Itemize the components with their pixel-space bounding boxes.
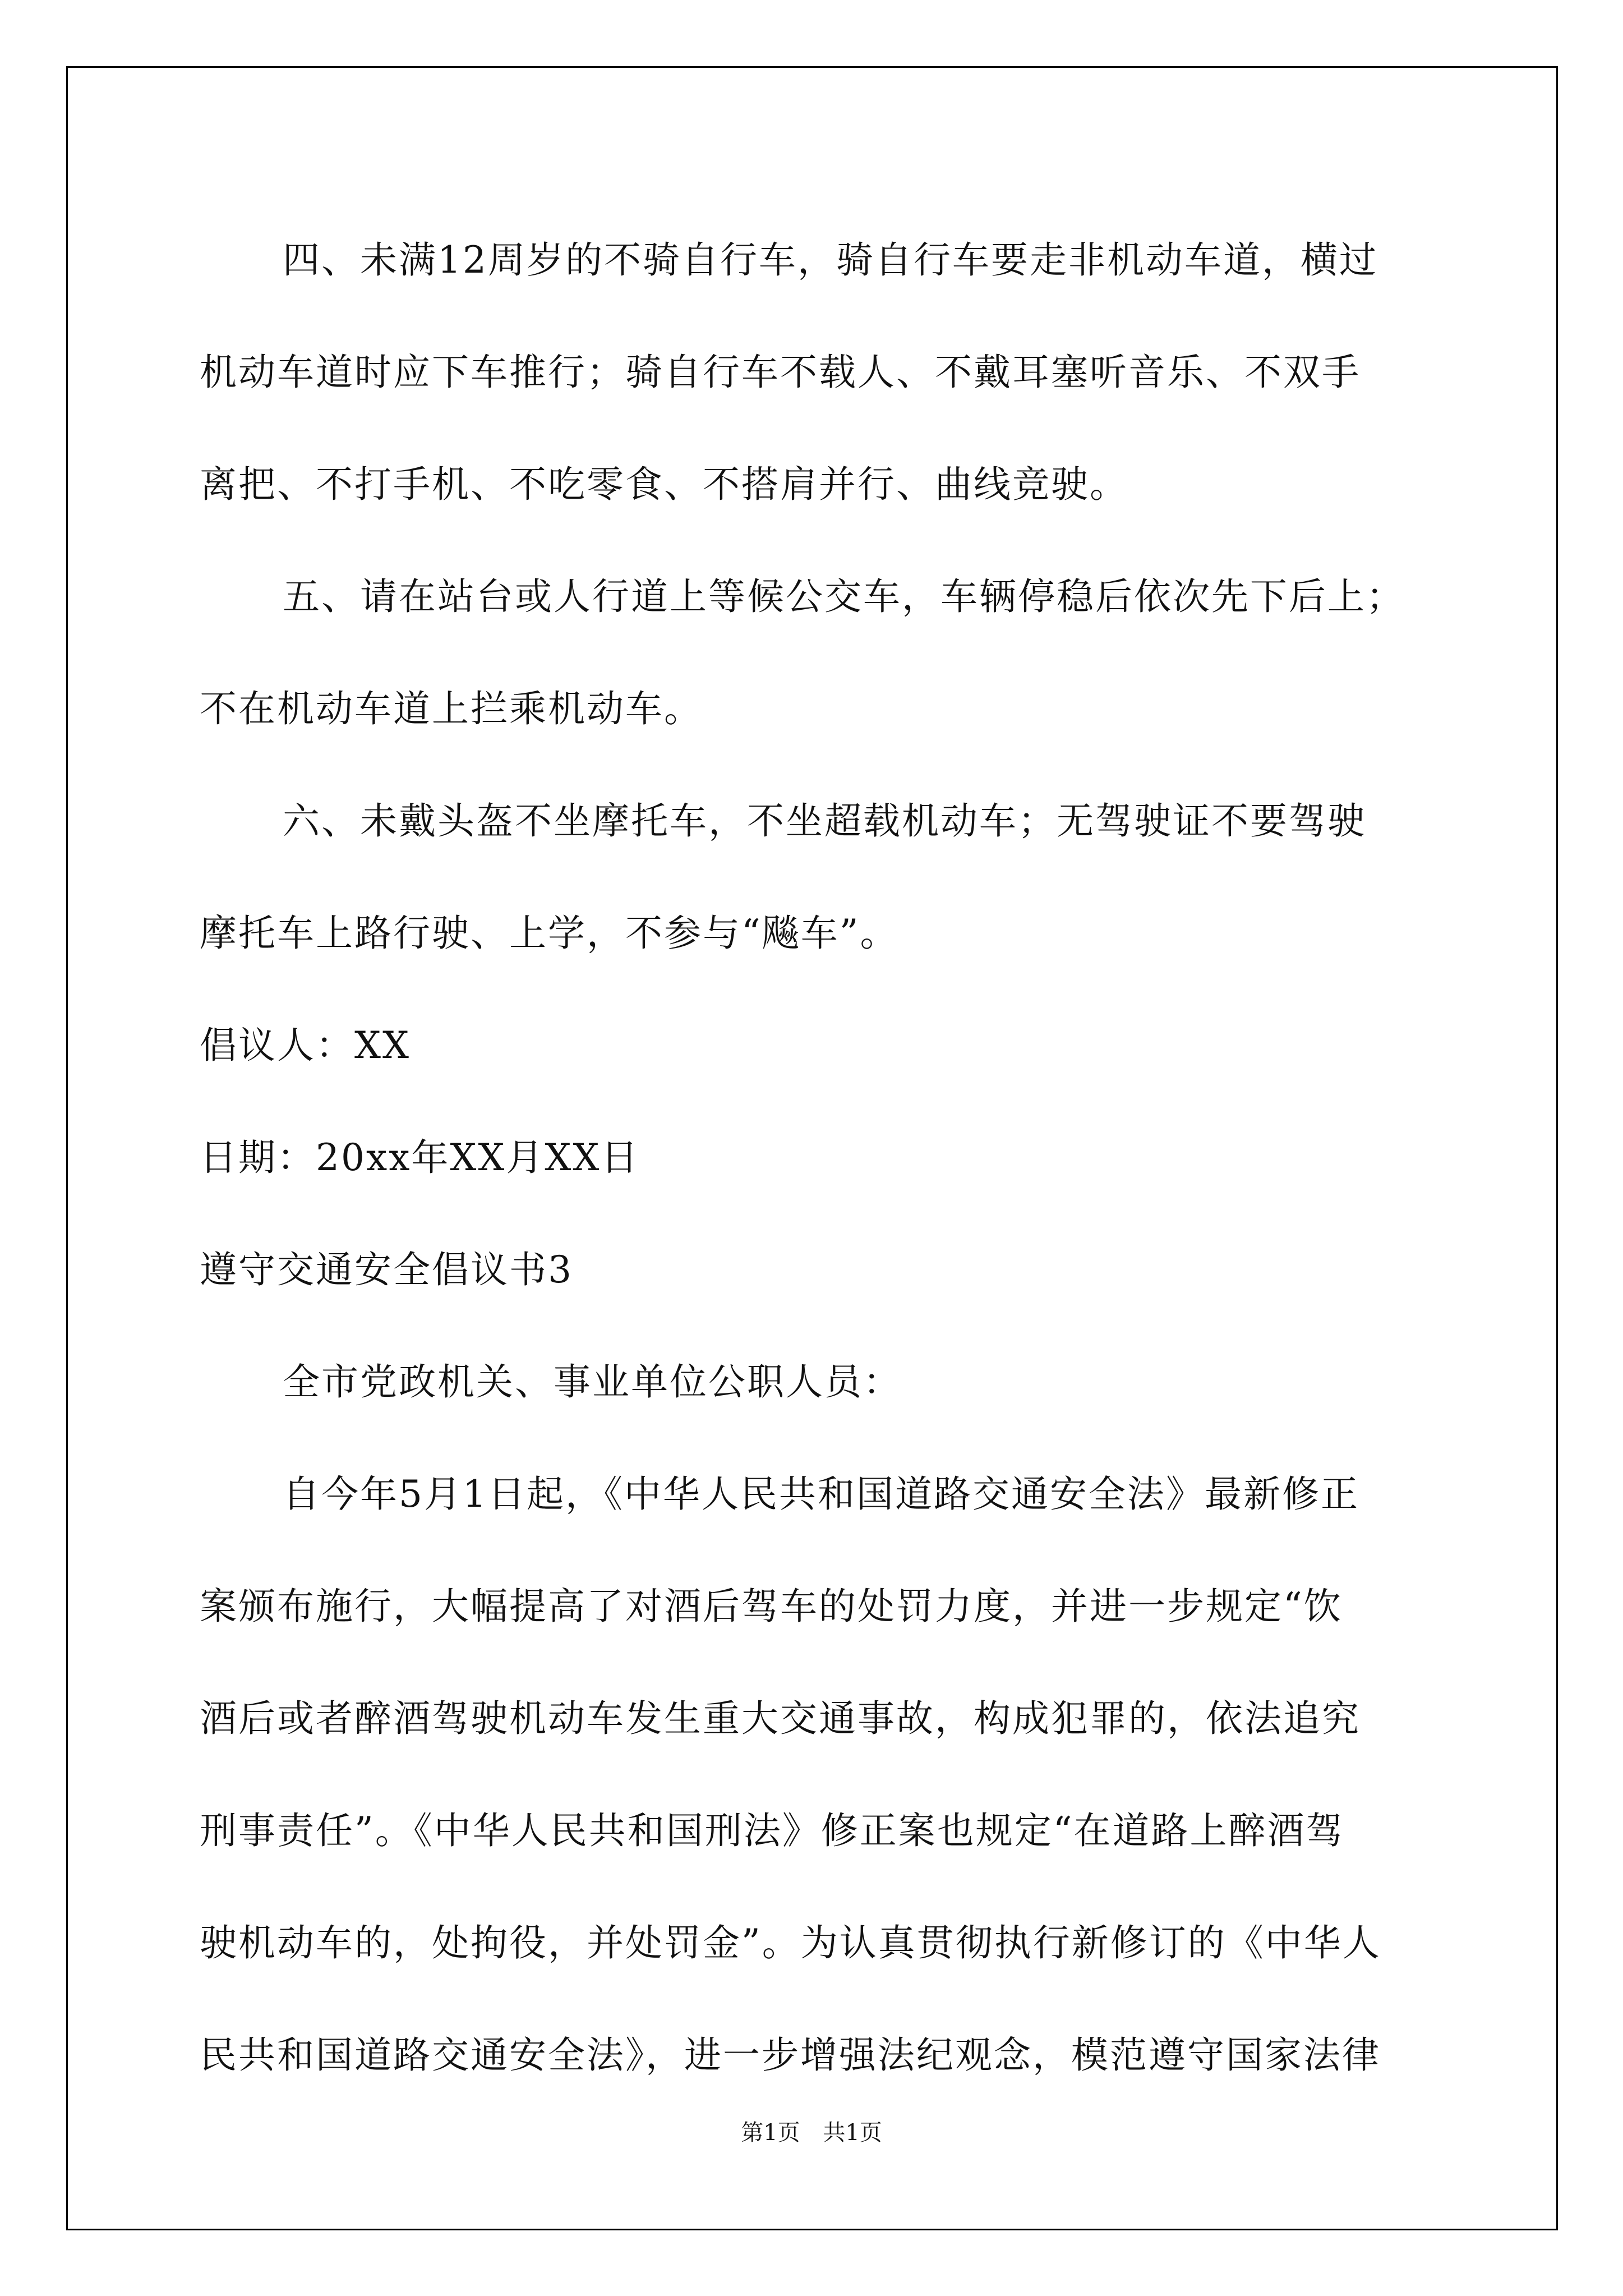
date-line: 日期：20xx年XX月XX日	[200, 1136, 640, 1179]
page-total: 共1页	[823, 2120, 882, 2146]
paragraph-line: 酒后或者醉酒驾驶机动车发生重大交通事故，构成犯罪的，依法追究	[200, 1697, 1361, 1740]
paragraph-line: 六、未戴头盔不坐摩托车，不坐超载机动车；无驾驶证不要驾驶	[283, 799, 1366, 843]
salutation-line: 全市党政机关、事业单位公职人员：	[283, 1360, 902, 1404]
proposer-line: 倡议人：XX	[200, 1024, 411, 1067]
page-number: 第1页	[741, 2120, 800, 2146]
paragraph-line: 驶机动车的，处拘役，并处罚金”。为认真贯彻执行新修订的《中华人	[200, 1921, 1381, 1964]
section-title: 遵守交通安全倡议书3	[200, 1248, 573, 1291]
paragraph-line: 离把、不打手机、不吃零食、不搭肩并行、曲线竞驶。	[200, 463, 1128, 506]
page-footer	[0, 2115, 1623, 2147]
paragraph-line: 民共和国道路交通安全法》，进一步增强法纪观念，模范遵守国家法律	[200, 2033, 1381, 2077]
paragraph-line: 四、未满12周岁的不骑自行车，骑自行车要走非机动车道，横过	[283, 238, 1378, 282]
paragraph-line: 机动车道时应下车推行；骑自行车不载人、不戴耳塞听音乐、不双手	[200, 351, 1361, 394]
paragraph-line: 刑事责任”。《中华人民共和国刑法》修正案也规定“在道路上醉酒驾	[200, 1809, 1345, 1852]
paragraph-line: 案颁布施行，大幅提高了对酒后驾车的处罚力度，并进一步规定“饮	[200, 1585, 1343, 1628]
paragraph-line: 摩托车上路行驶、上学，不参与“飚车”。	[200, 912, 899, 955]
paragraph-line: 不在机动车道上拦乘机动车。	[200, 687, 703, 730]
paragraph-line: 五、请在站台或人行道上等候公交车，车辆停稳后依次先下后上；	[283, 575, 1405, 618]
paragraph-line: 自今年5月1日起，《中华人民共和国道路交通安全法》最新修正	[283, 1473, 1359, 1516]
